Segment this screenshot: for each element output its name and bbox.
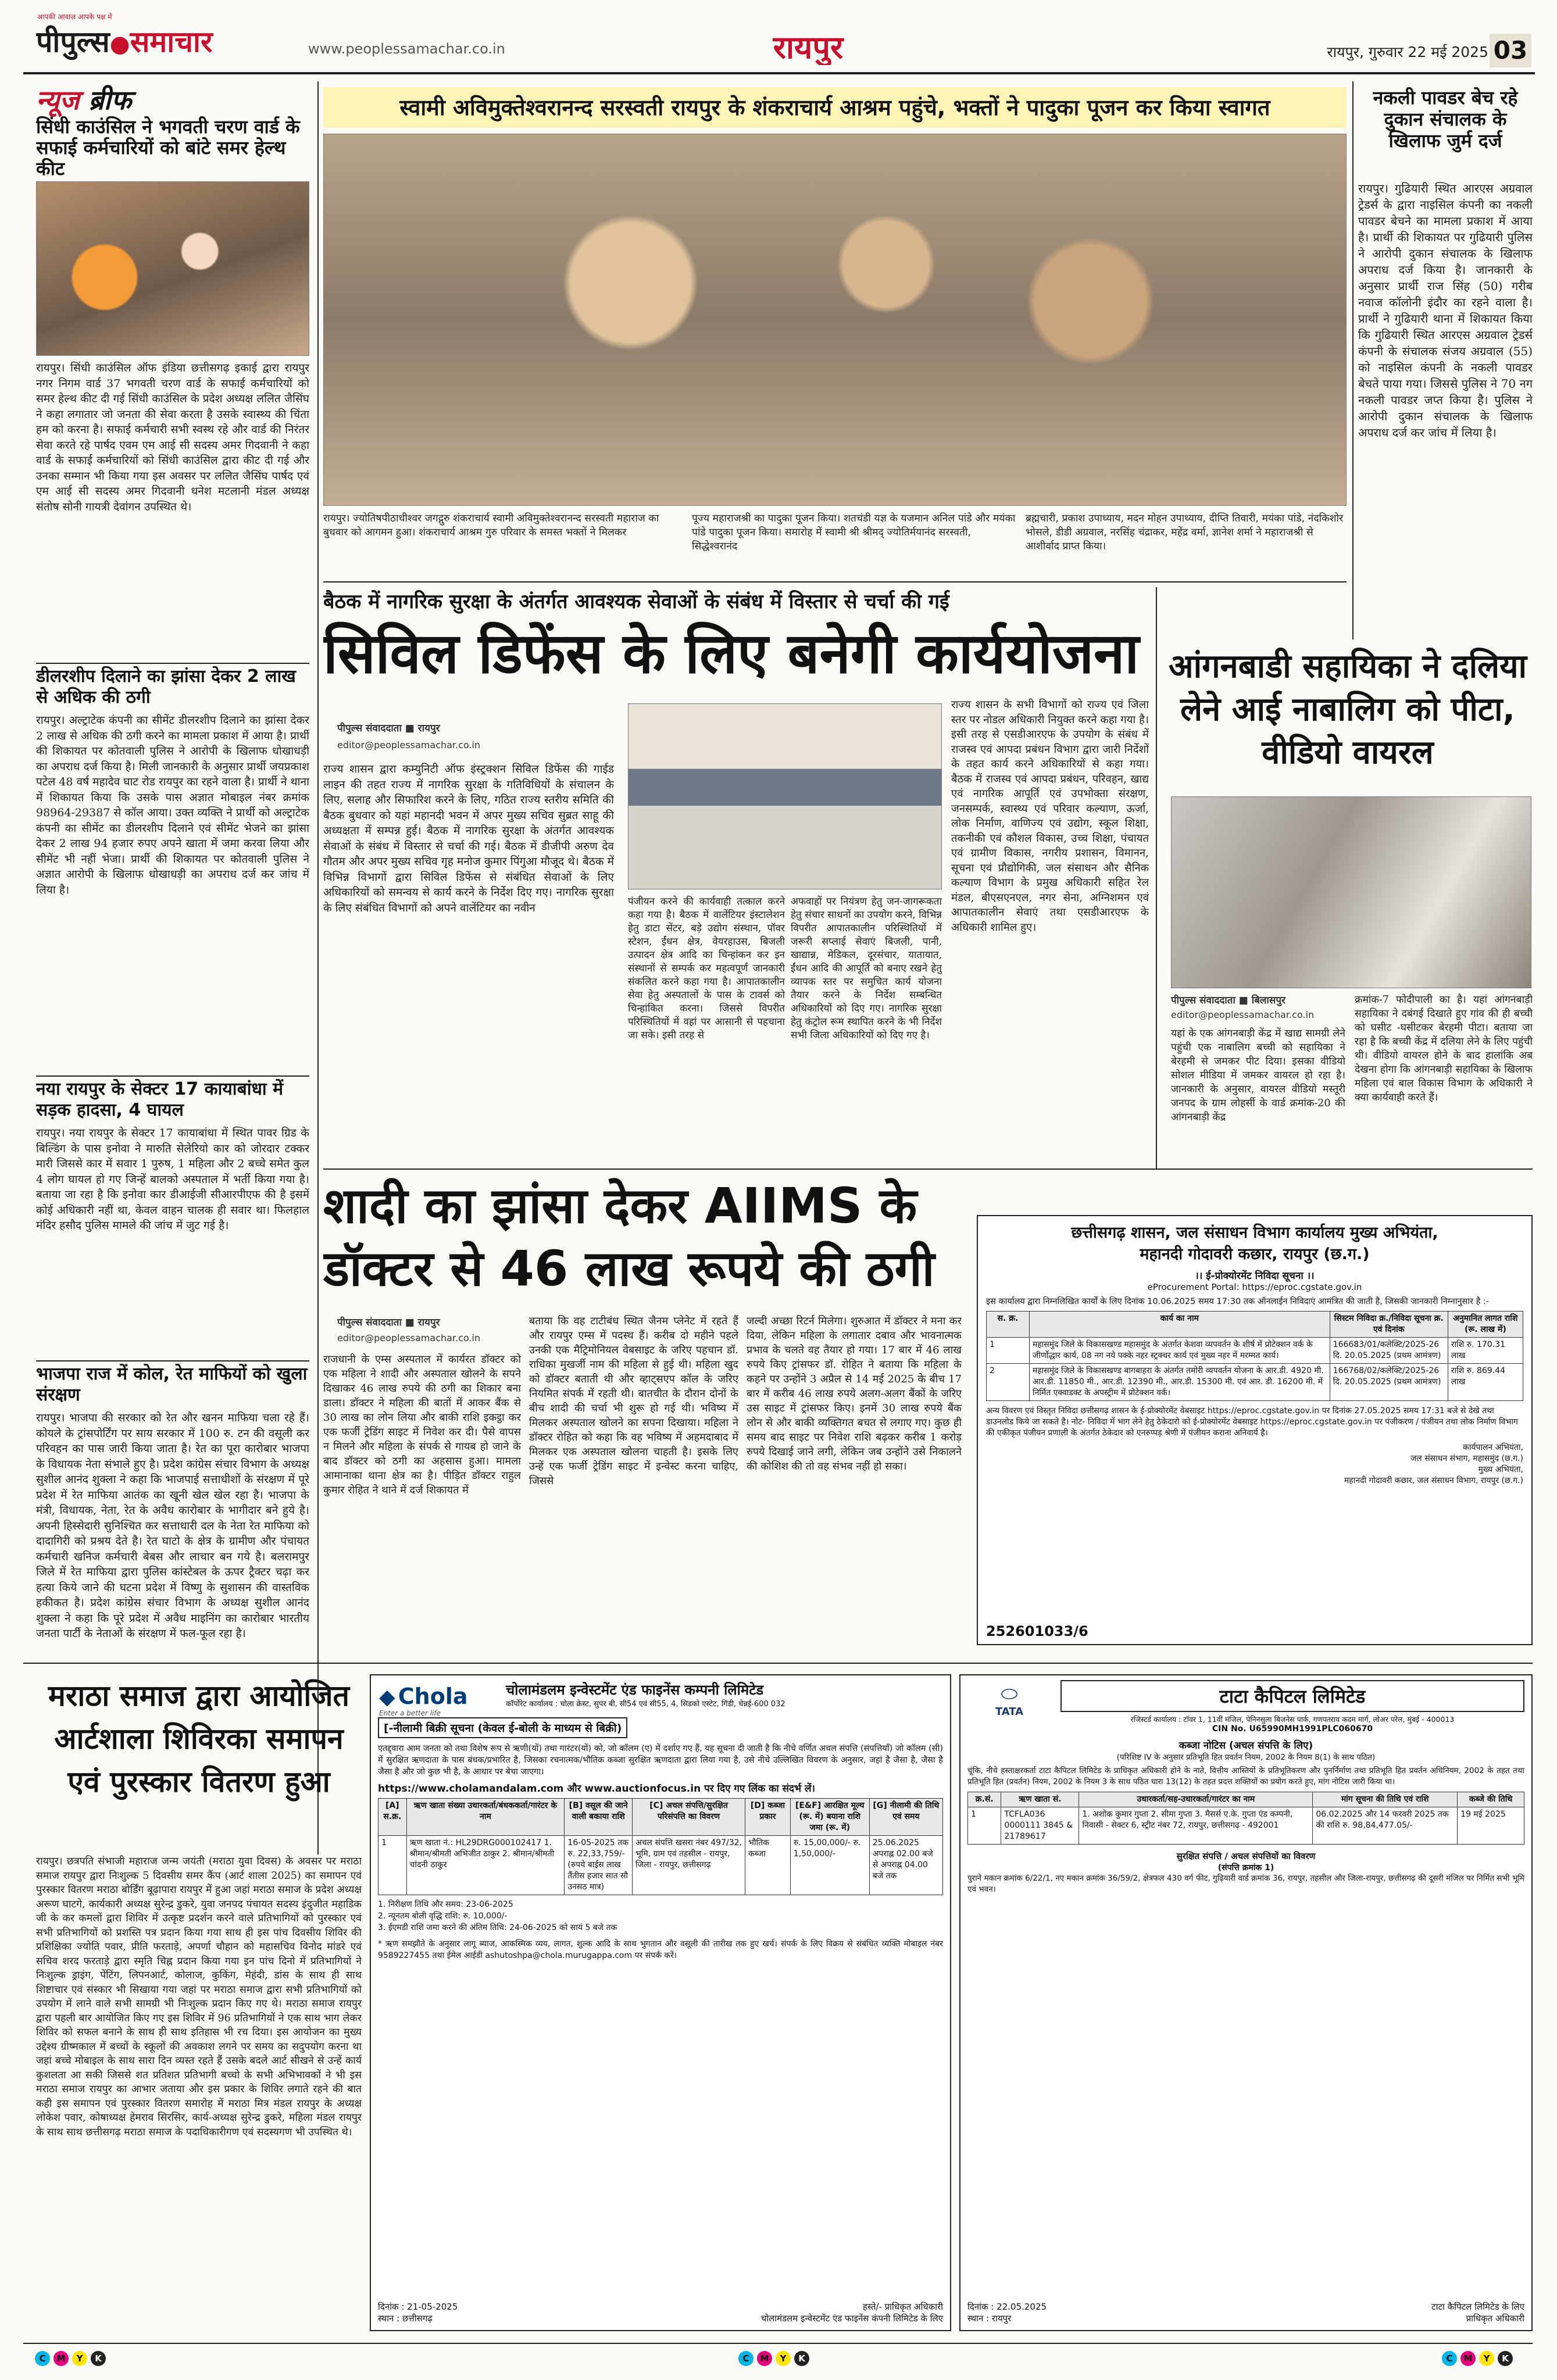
tender-footer: अन्य विवरण एवं विस्तृत निविदा छत्तीसगढ़ शासन के ई-प्रोक्योरमेंट वेबसाइट https://eproc.cgstate.gov.in पर दिनांक 27.05.2025 समय 17:31 बजे से देखे तथा डाउनलोड किये जा सकते है। नोट- निविदा में भाग लेने हेतु ठेकेदारो को ई-प्रोक्योरमेंट वेबसाइट https://eproc.cgstate.gov.in पर पंजीकरण / पंजीयन तथा लोक निर्माण विभाग की एकीकृत पंजीयन प्रणाली के अंतर्गत ठेकेदार को एनरुप्पड़ श्रेणी में पंजीयन कराना अनिवार्य है। bbox=[986, 1406, 1518, 1438]
brief-1-title: सिंधी काउंसिल ने भगवती चरण वार्ड के सफाई कर्मचारियों को बांटे समर हेल्थ कीट bbox=[36, 116, 300, 180]
tata-notice-sub: (परिशिष्ट IV के अनुसार प्रतिभूति हित प्रवर्तन नियम, 2002 के नियम 8(1) के साथ पठित) bbox=[1116, 1753, 1376, 1762]
header-rule bbox=[23, 72, 1535, 74]
tata-date: दिनांक : 22.05.2025 bbox=[967, 2302, 1047, 2312]
civil-col-3: अफवाहों पर नियंत्रण हेतु जन-जागरूकता हेतु संचार साधनों का उपयोग करने, विभिन्न विपरीत आपातकालीन परिस्थितियों में जरूरी सप्लाई सेवाएं बिजली, पानी, खाद्यान्न, मेडिकल, दूरसंचार, यातायात, ईंधन आदि की आपूर्ति को बनाए रखने हेतु व्यापक स्तर पर समुचित कार्य योजना तैयार करने के निर्देश सम्बन्धित अधिकारियों को दिए गए। नागरिक सुरक्षा हेतु कंट्रोल रूम स्थापित करने के भी निर्देश सभी जिला अधिकारियों को दिए गए है। bbox=[791, 896, 942, 1041]
tata-cell: 19 मई 2025 bbox=[1458, 1807, 1524, 1845]
chola-col: ऋण खाता संख्या उधारकर्ता/बंधककर्ता/गारंटर के नाम bbox=[406, 1799, 565, 1836]
chola-cell: ऋण खाता नं.: HL29DRG000102417 1. श्रीमान/श्रीमती अभिजीत ठाकुर 2. श्रीमान/श्रीमती चांदनी ठाकुर bbox=[406, 1836, 565, 1895]
chola-col: [C] अचल संपत्ति/सुरक्षित परिसंपत्ति का विवरण bbox=[632, 1799, 745, 1836]
lead-photo bbox=[323, 134, 1347, 506]
cmyk-strip-center bbox=[738, 2351, 820, 2371]
chola-brand: Chola bbox=[398, 1684, 468, 1709]
chola-logo-icon: ◆ bbox=[379, 1685, 395, 1709]
cmyk-m: M bbox=[1460, 2351, 1476, 2366]
chola-cell: 25.06.2025 अपराह्न 02.00 बजे से अपराह्न 04.00 बजे तक bbox=[869, 1836, 942, 1895]
table-row bbox=[378, 1836, 943, 1895]
tata-cin: CIN No. U65990MH1991PLC060670 bbox=[1212, 1724, 1373, 1734]
tender-col-work: कार्य का नाम bbox=[1029, 1311, 1330, 1338]
chola-place: स्थान : छत्तीसगढ़ bbox=[378, 2313, 433, 2324]
chola-notice-title: [-नीलामी बिक्री सूचना (केवल ई-बोली के माध्यम से बिक्री) bbox=[378, 1717, 627, 1738]
tata-cell: 1. अशोक कुमार गुप्ता 2. सीमा गुप्ता 3. मैसर्स ए.के. गुप्ता एंड कम्पनी, निवासी - सेक्टर 6, स्ट्रीट नंबर 72, रायपुर, छत्तीसगढ़ - 492001 bbox=[1079, 1807, 1313, 1845]
cmyk-m: M bbox=[53, 2351, 69, 2366]
tender-cell: 2 bbox=[987, 1364, 1030, 1401]
tender-cell: 166768/02/कलेक्टि/2025-26 दि. 20.05.2025 (प्रथम आमंत्रण) bbox=[1330, 1364, 1448, 1401]
cmyk-k: K bbox=[794, 2351, 809, 2366]
aiims-headline: शादी का झांसा देकर AIIMS के डॉक्टर से 46 लाख रूपये की ठगी bbox=[323, 1177, 935, 1297]
tender-cell: 166683/01/कलेक्टि/2025-26 दि. 20.05.2025 (प्रथम आमंत्रण) bbox=[1330, 1338, 1448, 1364]
cmyk-c: C bbox=[35, 2351, 50, 2366]
cmyk-c: C bbox=[1442, 2351, 1457, 2366]
tender-notice-title: ।। ई-प्रोक्योरमेंट निविदा सूचना ।। bbox=[1195, 1270, 1315, 1282]
tender-cell: 1 bbox=[987, 1338, 1030, 1364]
anganwadi-photo bbox=[1171, 796, 1531, 988]
tender-cell: महासमुंद जिले के विकासखण्ड महासमुंद के अंतर्गत केशवा व्यपवर्तन के शीर्ष में प्रोटेक्शन वर्क के जीर्णोद्धार कार्य, 08 नग नये पक्के नहर स्ट्रक्चर कार्य एवं मुख्य नहर में मरम्मत कार्य। bbox=[1029, 1338, 1330, 1364]
cmyk-y: Y bbox=[1479, 2351, 1494, 2366]
issue-date: रायपुर, गुरुवार 22 मई 2025 bbox=[1327, 44, 1488, 60]
brief-divider-2 bbox=[36, 1075, 309, 1077]
brief-label-a: न्यूज bbox=[36, 84, 80, 116]
brand-pin-icon: ● bbox=[109, 30, 130, 58]
right-column-rule bbox=[1352, 81, 1354, 639]
tata-table bbox=[967, 1792, 1524, 1845]
tender-cell: राशि रु. 869.44 लाख bbox=[1448, 1364, 1523, 1401]
anganwadi-headline: आंगनबाडी सहायिका ने दलिया लेने आई नाबालिग को पीटा, वीडियो वायरल bbox=[1168, 648, 1527, 771]
section-rule-3 bbox=[23, 1663, 1533, 1664]
chola-signature bbox=[378, 2301, 943, 2324]
left-column-rule bbox=[317, 81, 319, 1854]
cmyk-k: K bbox=[91, 2351, 106, 2366]
tender-head-2: महानदी गोदावरी कछार, रायपुर (छ.ग.) bbox=[1140, 1245, 1370, 1263]
civil-meeting-photo bbox=[628, 703, 942, 889]
tata-col: ऋण खाता सं. bbox=[1001, 1792, 1079, 1807]
chola-auction-notice bbox=[370, 1674, 951, 2331]
cmyk-strip-left bbox=[35, 2351, 116, 2371]
table-row bbox=[968, 1807, 1524, 1845]
tata-brand: TATA bbox=[995, 1706, 1024, 1718]
tata-possession-notice bbox=[959, 1674, 1533, 2331]
tata-col: कब्जे की तिथि bbox=[1458, 1792, 1524, 1807]
tata-col: उधारकर्ता/सह-उधारकर्ता/गारंटर का नाम bbox=[1079, 1792, 1313, 1807]
civil-email[interactable]: editor@peoplessamachar.co.in bbox=[337, 739, 481, 751]
tender-col-no: स. क्र. bbox=[987, 1311, 1030, 1338]
chola-table-header bbox=[378, 1799, 943, 1836]
tata-sign-2: प्राधिकृत अधिकारी bbox=[1466, 2313, 1524, 2324]
tata-logo bbox=[969, 1682, 1050, 1723]
website[interactable]: www.peoplessamachar.co.in bbox=[308, 41, 505, 57]
tata-sign-1: टाटा कैपिटल लिमिटेड के लिए bbox=[1431, 2302, 1524, 2312]
brief-divider-3 bbox=[36, 1360, 309, 1361]
brief-divider-1 bbox=[36, 663, 309, 664]
brief-2-title: डीलरशीप दिलाने का झांसा देकर 2 लाख से अधिक की ठगी bbox=[36, 666, 296, 707]
civil-col-1: राज्य शासन द्वारा कम्युनिटी ऑफ इंस्ट्रक्शन सिविल डिफेंस की गाईड लाइन की तहत राज्य में नागरिक सुरक्षा के गतिविधियों के संचालन के लिए, सलाह और सिफारिश करने के लिए, गठित राज्य स्तरीय समिति की बैठक बुधवार को यहां महानदी भवन में अपर मुख्य सचिव सुब्रत साहू की अध्यक्षता में सम्पन्न हुई। बैठक में नागरिक सुरक्षा के अंतर्गत आवश्यक सेवाओं के संबंध में विस्तार से चर्चा की गई। बैठक में डीजीपी अरुण देव गौतम और अपर मुख्य सचिव गृह मनोज कुमार पिंगुआ मौजूद थे। बैठक में विभिन्न विभागों द्वारा सिविल डिफेंस से संबंधित सेवाओं के लिए अधिकारियों को समन्वय से कार्य करने के निर्देश दिए गए। नागरिक सुरक्षा के लिए संबंधित विभागों को अपने वालेंटियर का नवीन bbox=[323, 763, 614, 914]
news-brief-label bbox=[36, 81, 315, 119]
cmyk-y: Y bbox=[72, 2351, 87, 2366]
chola-col: [G] नीलामी की तिथि एवं समय bbox=[869, 1799, 942, 1836]
tata-signature bbox=[967, 2301, 1524, 2324]
lead-caption-3: ब्रह्मचारी, प्रकाश उपाध्याय, मदन मोहन उपाध्याय, दीप्ति तिवारी, मयंका पांडे, नंदकिशोर भोसले, डीडी अग्रवाल, नरसिंह चंद्राकर, महेंद्र वर्मा, ज्ञानेश शर्मा ने महाराजश्री से आशीर्वाद प्राप्त किया। bbox=[1026, 513, 1344, 552]
anganwadi-email[interactable]: editor@peoplessamachar.co.in bbox=[1171, 1009, 1315, 1020]
tata-schedule-a: (संपत्ति क्रमांक 1) bbox=[1217, 1863, 1274, 1872]
chola-company: चोलामंडलम इन्वेस्टमेंट एंड फाइनेंस कम्पनी लिमिटेड bbox=[506, 1682, 764, 1698]
civil-col-2: पंजीयन करने की कार्यवाही तत्काल करने कहा गया है। बैठक में वालेंटियर इंस्टालेशन हेतु डाटा सेंटर, बड़े उद्योग संस्थान, पॉवर स्टेशन, ईंधन क्षेत्र, वेयरहाउस, बिजली उत्पादन क्षेत्र आदि का चिन्हांकन कर इन संस्थानों से सम्पर्क कर महत्वपूर्ण जानकारी संकलित करने कहा गया है। आपातकालीन सेवा हेतु अस्पतालों के पास के टावर्स को चिन्हांकित करना। जिससे विपरीत परिस्थितियों में वहां पर आसानी से पहचाना जा सके। इसी तरह से bbox=[628, 896, 785, 1041]
right-top-body: रायपुर। गुढियारी स्थित आरएस अग्रवाल ट्रेडर्स के द्वारा नाइसिल कंपनी का नकली पावडर बेचने का मामला प्रकाश में आया है। प्रार्थी की शिकायत पर गुढियारी पुलिस ने आरोपी दुकान संचालक के खिलाफ अपराध दर्ज किया है। जानकारी के अनुसार प्रार्थी राज सिंह (50) गरीब नवाज कॉलोनी इंदौर का रहने वाला है। प्रार्थी ने गुढियारी थाना में शिकायत किया कि गुढियारी स्थित आरएस अग्रवाल ट्रेडर्स कंपनी के संचालक संजय अग्रवाल (55) को नाइसिल कंपनी के नकली पावडर बेचते पाया गया। जिससे पुलिस ने 70 नग नकली पावडर जप्त किया है। पुलिस ने आरोपी दुकान संचालक के खिलाफ अपराध दर्ज कर जांच में लिया है। bbox=[1358, 181, 1533, 439]
chola-footnote: * ऋण समझौते के अनुसार लागू ब्याज, आकस्मिक व्यय, लागत, शुल्क आदि के साथ भुगतान और वसूली की तारीख तक हुए खर्च। संपर्क के लिए विक्रय से संबंधित व्यक्ति मोबाइल नंबर 9589227455 तथा ईमेल आईडी ashutoshpa@chola.murugappa.com पर संपर्क करें। bbox=[378, 1939, 943, 1960]
cmyk-k: K bbox=[1498, 2351, 1513, 2366]
tender-head-1: छत्तीसगढ़ शासन, जल संसाधन विभाग कार्यालय मुख्य अभियंता, bbox=[1071, 1224, 1438, 1242]
anganwadi-byline: पीपुल्स संवाददाता ■ बिलासपुर bbox=[1171, 995, 1285, 1006]
tender-col-sysno: सिस्टम निविदा क्र./निविदा सूचना क्र. एवं दिनांक bbox=[1330, 1311, 1448, 1338]
cmyk-c: C bbox=[738, 2351, 753, 2366]
tender-sign-2: जल संसाधन संभाग, महासमुंद (छ.ग.) bbox=[1410, 1454, 1523, 1463]
tata-col: क्र.सं. bbox=[968, 1792, 1001, 1807]
cmyk-y: Y bbox=[776, 2351, 791, 2366]
cmyk-m: M bbox=[757, 2351, 772, 2366]
chola-site[interactable]: https://www.cholamandalam.com और www.auctionfocus.in पर दिए गए लिंक का संदर्भ लें। bbox=[378, 1783, 815, 1795]
tender-col-cost: अनुमानित लागत राशि (रू. लाख में) bbox=[1448, 1311, 1523, 1338]
masthead bbox=[0, 0, 1557, 70]
tender-table bbox=[986, 1311, 1523, 1401]
civil-col-4: राज्य शासन के सभी विभागों को राज्य एवं जिला स्तर पर नोडल अधिकारी नियुक्त करने कहा गया है। इसी तरह से एसडीआरएफ के उपयोग के संबंध में राजस्व एवं आपदा प्रबंधन विभाग द्वारा जारी निर्देशों के तहत कार्य करने अधिकारियों से कहा गया। बैठक में राजस्व एवं आपदा प्रबंधन, परिवहन, खाद्य एवं नागरिक आपूर्ति एवं उपभोक्ता संरक्षण, जनसम्पर्क, स्वास्थ्य एवं परिवार कल्याण, ऊर्जा, लोक निर्माण, वाणिज्य एवं उद्योग, स्कूल शिक्षा, तकनीकी एवं कौशल विकास, उच्च शिक्षा, पंचायत एवं ग्रामीण विकास, नगरीय प्रशासन, विमानन, सूचना एवं प्रौद्योगिकी, जल संसाधन और सैनिक कल्याण विभाग के प्रमुख अधिकारी सहित रेल मंडल, बीएसएनएल, नगर सेना, अग्निशमन एवं आपातकालीन सेवाएं तथा एसडीआरएफ के अधिकारी शामिल हुए। bbox=[951, 699, 1149, 934]
lead-caption-1: रायपुर। ज्योतिषपीठाधीश्वर जगद्गुरु शंकराचार्य स्वामी अविमुक्तेश्वरानन्द सरस्वती महाराज का बुधवार को आगमन हुआ। शंकराचार्य आश्रम गुरु परिवार के समस्त भक्तों ने मिलकर bbox=[323, 513, 659, 538]
aiims-email[interactable]: editor@peoplessamachar.co.in bbox=[337, 1332, 481, 1343]
chola-cell: 16-05-2025 तक रु. 22,33,759/- (रुपये बाईस लाख तैंतीस हजार सात सौ उनसठ मात्र) bbox=[565, 1836, 633, 1895]
brief-4-body: रायपुर। भाजपा की सरकार को रेत और खनन माफिया चला रहे हैं। कोयले के ट्रांसपोर्टिंग पर साय सरकार में 100 रु. टन की वसूली कर परिवहन का पास जारी किया जाता है। रेत का पूरा कारोबार भाजपा के विधायक नेता संभाले हुए है। प्रदेश कांग्रेस संचार विभाग के अध्यक्ष सुशील आनंद शुक्ला ने कहा कि भाजपाई सत्ताधीशों के संरक्षण में पूरे प्रदेश में रेत माफिया आतंक का खूनी खेल खेल रहा है। भाजपा के मंत्री, विधायक, नेता, रेत के अवैध कारोबार के भागीदार बने हुये है। अपनी हिस्सेदारी सुनिश्चित कर सत्ताधारी दल के नेता रेत माफिया को दादागिरी को प्रश्रय देते है। रेत घाटो के क्षेत्र के ग्रामीण और पंचायत कर्मचारी खनिज कर्मचारी बेबस और लाचार बन गये है। बलरामपुर जिले में रेत माफिया द्वारा पुलिस कांस्टेबल के ऊपर ट्रैक्टर चढ़ा कर हत्या किये जाने की घटना प्रदेश में विष्णु के सुशासन की वास्तविक हकीकत है। प्रदेश कांग्रेस संचार विभाग के अध्यक्ष सुशील आनंद शुक्ला ने कहा कि पूरे प्रदेश में अवैध माइनिंग का कारोबार भारतीय जनता पार्टी के नेताओं के संरक्षण में फल-फूल रहा है। bbox=[36, 1411, 309, 1640]
tender-portal[interactable]: eProcurement Portal: https://eproc.cgstate.gov.in bbox=[1147, 1282, 1362, 1292]
chola-date-line: 1. निरीक्षण तिथि और समय: 23-06-2025 bbox=[378, 1900, 513, 1909]
brand-logo bbox=[36, 21, 303, 62]
lead-caption-2: पूज्य महाराजश्री का पादुका पूजन किया। शतचंडी यज्ञ के यजमान अनिल पांडे और मयंका पांडे पादुका पूजन किया। समारोह में स्वामी श्री श्रीमद् ज्योतिर्मयानंद सरस्वती, सिद्धेश्वरानंद bbox=[692, 513, 1016, 552]
civil-headline: सिविल डिफेंस के लिए बनेगी कार्ययोजना bbox=[323, 621, 1140, 686]
chola-cell: रु. 15,00,000/- रु. 1,50,000/- bbox=[790, 1836, 869, 1895]
civil-byline: पीपुल्स संवाददाता ■ रायपुर bbox=[337, 723, 440, 734]
brand-tagline: आपकी आवाज़ आपके पक्ष में bbox=[37, 13, 112, 21]
section-title: रायपुर bbox=[773, 28, 844, 65]
brief-1-body: रायपुर। सिंधी काउंसिल ऑफ इंडिया छत्तीसगढ़ इकाई द्वारा रायपुर नगर निगम वार्ड 37 भगवती चरण वार्ड के सफाई कर्मचारियों को समर हेल्थ कीट दी गई सिंधी काउंसिल के प्रदेश अध्यक्ष ललित जैसिंघ ने कहा लगातार जो जनता की सेवा करता है उसके स्वास्थ्य की चिंता हम को करना है। सफाई कर्मचारी सभी स्वस्थ रहे और वार्ड की निरंतर सेवा करते रहे पार्षद एवम एम आई सी सदस्य अमर गिदवानी ने कहा वार्ड के सफाई कर्मचारियों को सिंधी काउंसिल द्वारा कीट दी गई और उनका सम्मान भी किया गया इस अवसर पर ललित जैसिंघ पार्षद एवं एम आई सी सदस्य अमर गिदवानी धनेश मटलानी मंडल अध्यक्ष संतोष सोनी गायत्री देवांगन उपस्थित थे। bbox=[36, 362, 309, 513]
chola-sign: हस्ते/- प्राधिकृत अधिकारी bbox=[863, 2302, 943, 2312]
brief-2-body: रायपुर। अल्ट्राटेक कंपनी का सीमेंट डीलरशीप दिलाने का झांसा देकर 2 लाख से अधिक की ठगी करने का मामला प्रकाश में आया है। प्रार्थी की शिकायत पर कोतवाली पुलिस ने आरोपी के खिलाफ धोखाधड़ी का अपराध दर्ज किया है। मिली जानकारी के अनुसार प्रार्थी जयप्रकाश पटेल 48 वर्ष महादेव घाट रोड रायपुर का रहने वाला है। प्रार्थी ने थाना में शिकायत किया कि उसके पास अज्ञात मोबाइल नंबर क्रमांक 98964-29387 से कॉल आया। उक्त व्यक्ति ने प्रार्थी को अल्ट्राटेक कंपनी का सीमेंट का डीलरशीप दिलाने एवं सीमेंट भेजने का झांसा देकर 2 लाख 94 हजार रुपए अपने खाता में जमा करवा लिया और सीमेंट भी नहीं भेजा। प्रार्थी की शिकायत पर कोतवाली पुलिस ने अज्ञात आरोपी के खिलाफ धोखाधड़ी का अपराध दर्ज कर जांच में लिया है। bbox=[36, 714, 309, 896]
cmyk-strip-right bbox=[1442, 2351, 1523, 2371]
chola-sign-co: चोलामंडलम इन्वेस्टमेंट एंड फाइनेंस कंपनी लिमिटेड के लिए bbox=[760, 2313, 943, 2324]
brief-label-b: ब्रीफ bbox=[88, 84, 132, 116]
chola-paragraph: एतद्द्वारा आम जनता को तथा विशेष रूप से ऋणी(यों) तथा गारंटर(यों) को, जो कॉलम (ए) में दर्शाए गए हैं, यह सूचना दी जाती है कि नीचे वर्णित अचल संपत्ति (संपत्तियाँ) जो कॉलम (सी) में सुरक्षित ऋणदाता के पास बंधक/प्रभारित है, जिसका रचनात्मक/भौतिक कब्जा सुरक्षित ऋणदाता द्वारा लिया गया है, उसे नीचे उल्लिखित विवरण के अनुसार, जहां है जैसा है, जैसा है जैसा है और जो कुछ भी है, के आधार पर बेचा जाएगा। bbox=[378, 1744, 943, 1777]
aiims-col-1: राजधानी के एम्स अस्पताल में कार्यरत डॉक्टर को एक महिला ने शादी और अस्पताल खोलने के सपने दिखाकर 46 लाख रुपये की ठगी का शिकार बना डाला। डॉक्टर ने महिला की बातों में आकर बैंक से 30 लाख का लोन लिया और बाकी राशि इकट्ठा कर एक फर्जी ट्रेडिंग साइट में निवेश कर दी। पैसे वापस न मिलने और महिला के संपर्क से गायब हो जाने के बाद डॉक्टर को ठगी का अहसास हुआ। मामला आमानाका थाना क्षेत्र का है। पीड़ित डॉक्टर राहुल कुमार रोहित ने थाने में दर्ज शिकायत में bbox=[323, 1353, 521, 1496]
chola-address: कॉर्पोरेट कार्यालय : चोला क्रेस्ट, सुपर बी, सी54 एवं सी55, 4, सिडको एस्टेट, गिंडी, चेन्नई-600 032 bbox=[506, 1700, 785, 1709]
section-rule-1 bbox=[323, 581, 1347, 583]
civil-kicker: बैठक में नागरिक सुरक्षा के अंतर्गत आवश्यक सेवाओं के संबंध में विस्तार से चर्चा की गई bbox=[323, 590, 949, 613]
maratha-headline: मराठा समाज द्वारा आयोजित आर्टशाला शिविरका समापन एवं पुरस्कार वितरण हुआ bbox=[48, 1679, 349, 1799]
chola-table bbox=[378, 1798, 943, 1895]
section-rule-2 bbox=[323, 1168, 1533, 1170]
tender-cell: राशि रु. 170.31 लाख bbox=[1448, 1338, 1523, 1364]
right-top-title: नकली पावडर बेच रहे दुकान संचालक के खिलाफ जुर्म दर्ज bbox=[1373, 87, 1518, 152]
tata-table-header bbox=[968, 1792, 1524, 1807]
chola-cell: 1 bbox=[378, 1836, 407, 1895]
chola-col: [B] वसूल की जाने वाली बकाया राशि bbox=[565, 1799, 633, 1836]
chola-date: दिनांक : 21-05-2025 bbox=[378, 2302, 458, 2312]
tata-schedule-title: सुरक्षित संपत्ति / अचल संपत्तियों का विवरण bbox=[1176, 1851, 1316, 1861]
brief-3-body: रायपुर। नया रायपुर के सेक्टर 17 कायाबांधा में स्थित पावर ग्रिड के बिल्डिंग के पास इनोवा ने मारुति सेलेरियो कार को जोरदार टक्कर मारी जिससे कार में सवार 1 पुरुष, 1 महिला और 2 बच्चे समेत कुल 4 लोग घायल हो गए जिन्हें बालको अस्पताल में भर्ती किया गया है। बताया जा रहा है कि इनोवा कार डीआईजी सीआरपीएफ की है इसमें कोई अधिकारी नहीं था, केवल वाहन चालक ही सवार था। फिलहाल मंदिर हसौद पुलिस मामले की जांच में जुट गई है। bbox=[36, 1127, 309, 1232]
tata-office: रजिस्टर्ड कार्यालय : टॉवर 1, 11वीं मंजिल, पेनिनसुला बिजनेस पार्क, गणपतराव कदम मार्ग, लोअर परेल, मुंबई - 400013 bbox=[1130, 1715, 1455, 1724]
tata-notice-title: कब्जा नोटिस (अचल संपत्ति के लिए) bbox=[1179, 1740, 1313, 1752]
tender-intro: इस कार्यालय द्वारा निम्नलिखित कार्यों के लिए दिनांक 10.06.2025 समय 17:30 तक ऑनलाईन निविदाएं आमंत्रित की जाती है, जिसकी जानकारी निम्नानुसार है :- bbox=[986, 1297, 1490, 1306]
tender-cell: महासमुंद जिले के विकासखण्ड बागबाहरा के अंतर्गत तमोरी व्यपवर्तन योजना के आर.डी. 4920 मी. आर.डी. 11850 मी., आर.डी. 12390 मी., आर.डी. 15300 मी. एवं आर. डी. 16200 मी. में निर्मित एक्वाडक्ट के अपस्ट्रीम में प्रोटेक्शन वर्क। bbox=[1029, 1364, 1330, 1401]
chola-col: [A] स.क्र. bbox=[378, 1799, 407, 1836]
aiims-byline: पीपुल्स संवाददाता ■ रायपुर bbox=[337, 1317, 440, 1328]
chola-date-line: 3. ईएमडी राशि जमा करने की अंतिम तिथि: 24-06-2025 को सायं 5 बजे तक bbox=[378, 1923, 617, 1932]
chola-date-line: 2. न्यूनतम बोली वृद्धि राशि: रु. 10,000/- bbox=[378, 1911, 508, 1921]
tender-table-header bbox=[987, 1311, 1523, 1338]
tata-cell: TCFLA036 0000111 3845 & 21789617 bbox=[1001, 1807, 1079, 1845]
tata-paragraph: चूंकि, नीचे हस्ताक्षरकर्ता टाटा कैपिटल लिमिटेड के प्राधिकृत अधिकारी होने के नाते, वित्तीय आस्तियों के प्रतिभूतिकरण और पुनर्निर्माण तथा प्रतिभूति हित प्रवर्तन अधिनियम, 2002 के तहत तथा प्रतिभूति हित (प्रवर्तन) नियम, 2002 के नियम 3 के साथ पठित धारा 13(12) के तहत प्रदत्त शक्तियों का प्रयोग करते हुए, मांग नोटिस जारी किया था। bbox=[967, 1766, 1524, 1786]
tata-company: टाटा कैपिटल लिमिटेड bbox=[1060, 1680, 1524, 1712]
tata-logo-icon: ⬭ bbox=[1001, 1682, 1018, 1706]
footer-rule bbox=[23, 2343, 1533, 2344]
maratha-body: रायपुर। छत्रपति संभाजी महाराज जन्म जयंती (मराठा युवा दिवस) के अवसर पर मराठा समाज रायपुर द्वारा निःशुल्क 5 दिवसीय समर कैंप (आर्ट शाला 2025) का समापन एवं पुरस्कार वितरण मराठा बोर्डिंग बूढ़ापारा रायपुर में हुआ जहां मराठा समाज के प्रदेश अध्यक्ष अरूण घाटगे, कार्यकारी अध्यक्ष सुरेन्द्र डुकरे, युवा जनपद पंचायत सदस्य इंदुजीत महाडिक जी के कर कमलों द्वारा शिविर में उत्कृष्ट प्रदर्शन करने वाले प्रतिभागियों को पुरस्कार एवं सभी प्रतिभागियों को प्रशस्ति पत्र प्रदान किया गया साथ ही इस पांच दिवसीय शिविर की प्रशिक्षिका ज्योति पवार, प्रीति फरताड़े, अपर्णा चौहान को महासचिव विनोद मांडरे एवं सचिव शरद फरताड़े द्वारा स्मृति चिह्न प्रदान किया गया इन पांच दिनो में प्रतिभागियों ने निःशुल्क ड्राइंग, पेंटिंग, लिपनआर्ट, कोलाज, कुकिंग, मेहंदी, डांस के साथ ही साथ शिष्टाचार एवं संस्कार भी सिखाया गया जहां पर मराठा समाज द्वारा सभी प्रतिभागियों को उपयोग में लाने वाले सभी सामग्री भी निःशुल्क प्रदान किए गए थे। मराठा समाज रायपुर द्वारा पहली बार आयोजित किए गए इस शिविर में 96 प्रतिभागियों ने एक साथ भाग लेकर शिविर को सफल बनाने के साथ ही साथ इतिहास भी रच दिया। इस आयोजन का मुख्य उद्देश्य ग्रीष्मकाल में बच्चों के स्कूलों की अवकाश लगने पर समय का सदुपयोग करना था जहां बच्चे मोबाइल के साथ सारा दिन व्यस्त रहते हैं उसके बदले आर्ट सीखने से उन्हें कार्य कुशलता आ सकी जिससे शत प्रतिशत प्रतिभागी बच्चो के सभी अभिभावकों ने भी इस मराठा समाज रायपुर का आभार जताया और इस प्रकार के शिविर लगाते रहने की बात कही इस समापन एवं पुरस्कार वितरण समारोह में मराठा मित्र मंडल रायपुर के अध्यक्ष लोकेश पवार, कोषाध्यक्ष हेमराव सिरसिर, कार्य-अध्यक्ष सुरेन्द्र डुकरे, महिला मंडल रायपुर के साथ साथ छत्तीसगढ़ मराठा समाज के पदाधिकारीगण एवं सदस्यगण भी उपस्थित थे। bbox=[36, 1856, 362, 2138]
tender-signature bbox=[986, 1442, 1523, 1486]
tender-sign-3: मुख्य अभियंता, bbox=[1478, 1465, 1523, 1474]
anganwadi-col-1: यहां के एक आंगनबाड़ी केंद्र में खाद्य सामग्री लेने पहुंची एक नाबालिग बच्ची को सहायिका ने बेरहमी से जमकर पीट दिया। इसका वीडियो सोशल मीडिया में जमकर वायरल हो रहा है। जानकारी के अनुसार, वायरल वीडियो मस्तूरी जनपद के ग्राम लोहर्सी के वार्ड क्रमांक-20 की आंगनबाड़ी केंद्र bbox=[1171, 1028, 1345, 1123]
aiims-col-3: जल्दी अच्छा रिटर्न मिलेगा। शुरुआत में डॉक्टर ने मना कर दिया, लेकिन महिला के लगातार दबाव और भावनात्मक प्रभाव के चलते वह तैयार हो गया। 17 बार में 46 लाख रुपये किए ट्रांसफर डॉ. रोहित ने बताया कि महिला के कहने पर उन्होंने 3 अप्रैल से 14 मई 2025 के बीच 17 बार में करीब 46 लाख रुपये अलग-अलग बैंकों के जरिए उस साइट में ट्रांसफर किए। इनमें 30 लाख रुपये बैंक लोन से और बाकी व्यक्तिगत बचत से लगाए गए। कुछ ही समय बाद साइट पर निवेश राशि बढ़कर करीब 1 करोड़ रुपये दिखाई जाने लगी, लेकिन जब उन्होंने उसे निकालने की कोशिश की तो वह संभव नहीं हो सका। bbox=[747, 1315, 962, 1473]
aiims-col-2: बताया कि वह टाटीबंध स्थित जैनम प्लेनेट में रहते हैं और रायपुर एम्स में पदस्थ हैं। करीब दो महीने पहले उनकी एक मैट्रिमोनियल वेबसाइट के जरिए पहचान डॉ. राधिका मुखर्जी नाम की महिला से हुई थी। महिला खुद को डॉक्टर बताती थी और व्हाट्सएप कॉल के जरिए नियमित संपर्क में रहती थी। बातचीत के दौरान दोनों के बीच शादी की चर्चा भी शुरू हो गई थी। भविष्य में मिलकर अस्पताल खोलने का सपना दिखाया। महिला ने डॉक्टर रोहित को कहा कि वह भविष्य में अहमदाबाद में मिलकर एक अस्पताल खोलना चाहती है। इसके लिए उन्हें एक फर्जी ट्रेडिंग साइट में इन्वेस्ट करना चाहिए, जिससे bbox=[529, 1315, 738, 1487]
civil-right-rule bbox=[1156, 587, 1157, 1168]
brief-4-title: भाजपा राज में कोल, रेत माफियों को खुला संरक्षण bbox=[36, 1364, 308, 1405]
brand-left: पीपुल्स bbox=[36, 24, 110, 59]
table-row bbox=[987, 1364, 1523, 1401]
chola-col: [E&F] आरक्षित मूल्य (रू. में) बयाना राशि जमा (रू. में) bbox=[790, 1799, 869, 1836]
brief-1-photo bbox=[36, 181, 309, 356]
table-row bbox=[987, 1338, 1523, 1364]
tata-place: स्थान : रायपुर bbox=[967, 2313, 1012, 2324]
chola-col: [D] कब्जा प्रकार bbox=[745, 1799, 791, 1836]
chola-cell: अचल संपत्ति खसरा नंबर 497/32, भूमि, ग्राम एवं तहसील - रायपुर, जिला - रायपुर, छत्तीसगढ़ bbox=[632, 1836, 745, 1895]
tender-sign-4: महानदी गोदावरी कछार, जल संसाधन विभाग, रायपुर (छ.ग.) bbox=[1344, 1476, 1523, 1485]
tata-cell: 1 bbox=[968, 1807, 1001, 1845]
chola-logo bbox=[379, 1684, 495, 1718]
tender-code: 252601033/6 bbox=[986, 1623, 1088, 1639]
chola-dates bbox=[378, 1899, 943, 1934]
chola-cell: भौतिक कब्जा bbox=[745, 1836, 791, 1895]
tender-notice bbox=[977, 1215, 1533, 1645]
chola-tagline: Enter a better life bbox=[379, 1709, 441, 1717]
tata-schedule-text: पुराने मकान क्रमांक 6/22/1, नए मकान क्रमांक 36/59/2, क्षेत्रफल 430 वर्ग फीट, गुढ़ियारी वार्ड क्रमांक 36, रायपुर, तहसील और जिला-रायपुर, छत्तीसगढ़ की दूसरी मंजिल पर निर्मित सभी भूमि एवं भवन। bbox=[967, 1874, 1524, 1894]
tata-cell: 06.02.2025 और 14 फरवरी 2025 तक की राशि रु. 98,84,477.05/- bbox=[1313, 1807, 1458, 1845]
brand-right: समाचार bbox=[130, 24, 213, 59]
tender-sign-1: कार्यपालन अभियंता, bbox=[1462, 1443, 1523, 1452]
anganwadi-col-2: क्रमांक-7 फोदीपाली का है। यहां आंगनबाड़ी सहायिका ने दबंगई दिखाते हुए गांव की ही बच्ची को घसीट -घसीटकर बेरहमी पीटा। बताया जा रहा है कि बच्ची केंद्र में दलिया लेने के लिए पहुंची थी। वीडियो वायरल होने के बाद हालांकि अब देखना होगा कि आंगनबाड़ी सहायिका के खिलाफ महिला एवं बाल विकास विभाग के अधिकारी ने क्या कार्यवाही करते हैं। bbox=[1355, 994, 1533, 1103]
brief-3-title: नया रायपुर के सेक्टर 17 कायाबांधा में सड़क हादसा, 4 घायल bbox=[36, 1079, 284, 1120]
lead-photo-title: स्वामी अविमुक्तेश्वरानन्द सरस्वती रायपुर के शंकराचार्य आश्रम पहुंचे, भक्तों ने पादुका पूजन कर किया स्वागत bbox=[323, 87, 1347, 128]
page-number: 03 bbox=[1490, 34, 1531, 67]
tata-col: मांग सूचना की तिथि एवं राशि bbox=[1313, 1792, 1458, 1807]
